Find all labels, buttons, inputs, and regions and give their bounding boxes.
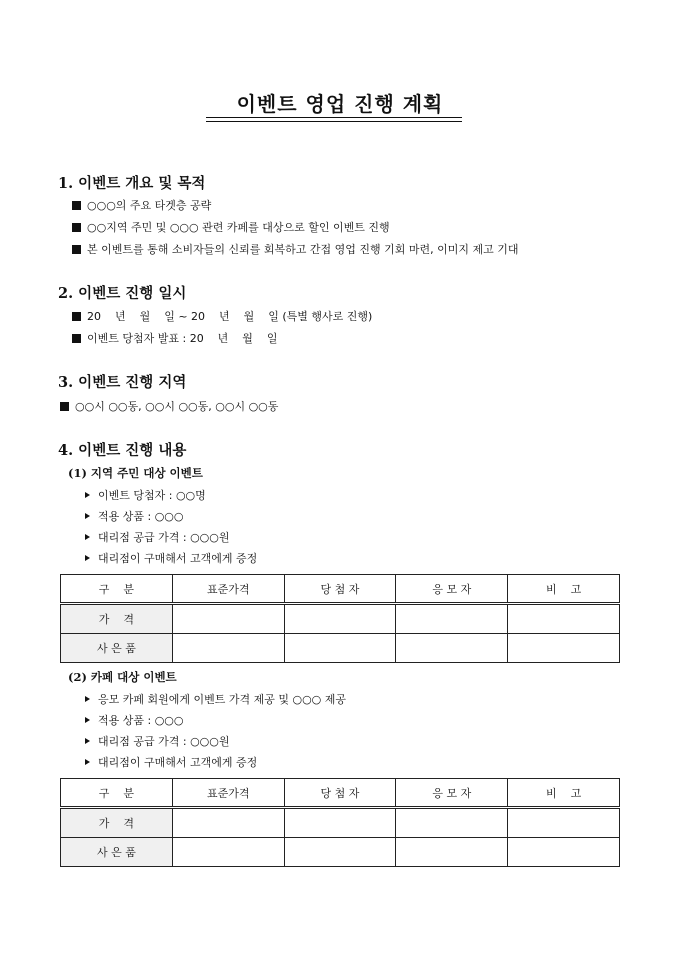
- table-row: [61, 604, 620, 634]
- table-cell[interactable]: [508, 604, 620, 634]
- table-cell[interactable]: [172, 808, 284, 838]
- table-cell[interactable]: [284, 604, 396, 634]
- table-cell[interactable]: [172, 838, 284, 867]
- section-heading-content: 4. 이벤트 진행 내용: [58, 442, 187, 459]
- list-item: 본 이벤트를 통해 소비자들의 신뢰를 회복하고 간접 영업 진행 기회 마련, 이미지 제고 기대: [72, 241, 519, 257]
- list-item: 대리점 공급 가격 : ○○○원: [85, 733, 230, 749]
- square-bullet-icon: [72, 245, 81, 254]
- event-title-local: (1) 지역 주민 대상 이벤트: [68, 466, 203, 480]
- table-cell[interactable]: [172, 604, 284, 634]
- row-header: 사 은 품: [61, 634, 173, 663]
- triangle-bullet-icon: [85, 759, 90, 765]
- table-cell[interactable]: [508, 838, 620, 867]
- section-heading-schedule: 2. 이벤트 진행 일시: [58, 285, 187, 302]
- list-item: 이벤트 당첨자 발표 : 20 년 월 일: [72, 330, 278, 346]
- section-heading-overview: 1. 이벤트 개요 및 목적: [58, 175, 206, 192]
- table-cell[interactable]: [396, 808, 508, 838]
- triangle-bullet-icon: [85, 717, 90, 723]
- square-bullet-icon: [72, 223, 81, 232]
- row-header: 가 격: [61, 808, 173, 838]
- triangle-bullet-icon: [85, 738, 90, 744]
- list-item: 적용 상품 : ○○○: [85, 712, 184, 728]
- column-header: 표준가격: [172, 575, 284, 604]
- event-title-cafe: (2) 카페 대상 이벤트: [68, 670, 177, 684]
- square-bullet-icon: [72, 312, 81, 321]
- triangle-bullet-icon: [85, 696, 90, 702]
- table-cell[interactable]: [396, 634, 508, 663]
- event-table-local: [60, 574, 620, 663]
- list-item: 적용 상품 : ○○○: [85, 508, 184, 524]
- triangle-bullet-icon: [85, 513, 90, 519]
- title-underline-second: [206, 121, 462, 122]
- document-title: 이벤트 영업 진행 계획: [236, 92, 444, 116]
- triangle-bullet-icon: [85, 555, 90, 561]
- table-cell[interactable]: [396, 838, 508, 867]
- table-cell[interactable]: [508, 808, 620, 838]
- triangle-bullet-icon: [85, 534, 90, 540]
- list-item: ○○○의 주요 타겟층 공략: [72, 197, 211, 213]
- column-header: 당 첨 자: [284, 779, 396, 808]
- row-header: 가 격: [61, 604, 173, 634]
- square-bullet-icon: [72, 334, 81, 343]
- square-bullet-icon: [60, 402, 69, 411]
- table-cell[interactable]: [396, 604, 508, 634]
- list-item: 대리점이 구매해서 고객에게 증정: [85, 550, 257, 566]
- document-title-wrap: [0, 88, 680, 117]
- list-item: 대리점이 구매해서 고객에게 증정: [85, 754, 257, 770]
- list-item: ○○지역 주민 및 ○○○ 관련 카페를 대상으로 할인 이벤트 진행: [72, 219, 390, 235]
- list-item: 대리점 공급 가격 : ○○○원: [85, 529, 230, 545]
- table-cell[interactable]: [284, 634, 396, 663]
- table-header-row: [61, 575, 620, 604]
- section-heading-region: 3. 이벤트 진행 지역: [58, 374, 187, 391]
- list-item: 응모 카페 회원에게 이벤트 가격 제공 및 ○○○ 제공: [85, 691, 346, 707]
- table-cell[interactable]: [284, 808, 396, 838]
- list-item: ○○시 ○○동, ○○시 ○○동, ○○시 ○○동: [60, 398, 278, 414]
- table-row: [61, 838, 620, 867]
- square-bullet-icon: [72, 201, 81, 210]
- column-header: 비 고: [508, 779, 620, 808]
- list-item: 이벤트 당첨자 : ○○명: [85, 487, 206, 503]
- table-cell[interactable]: [172, 634, 284, 663]
- table-cell[interactable]: [508, 634, 620, 663]
- table-header-row: [61, 779, 620, 808]
- table-row: [61, 808, 620, 838]
- event-table-cafe: [60, 778, 620, 867]
- table-row: [61, 634, 620, 663]
- column-header: 구 분: [61, 779, 173, 808]
- title-underline: [206, 117, 462, 118]
- table-cell[interactable]: [284, 838, 396, 867]
- triangle-bullet-icon: [85, 492, 90, 498]
- column-header: 구 분: [61, 575, 173, 604]
- list-item: 20 년 월 일 ~ 20 년 월 일 (특별 행사로 진행): [72, 308, 372, 324]
- column-header: 표준가격: [172, 779, 284, 808]
- row-header: 사 은 품: [61, 838, 173, 867]
- column-header: 응 모 자: [396, 575, 508, 604]
- column-header: 당 첨 자: [284, 575, 396, 604]
- column-header: 응 모 자: [396, 779, 508, 808]
- column-header: 비 고: [508, 575, 620, 604]
